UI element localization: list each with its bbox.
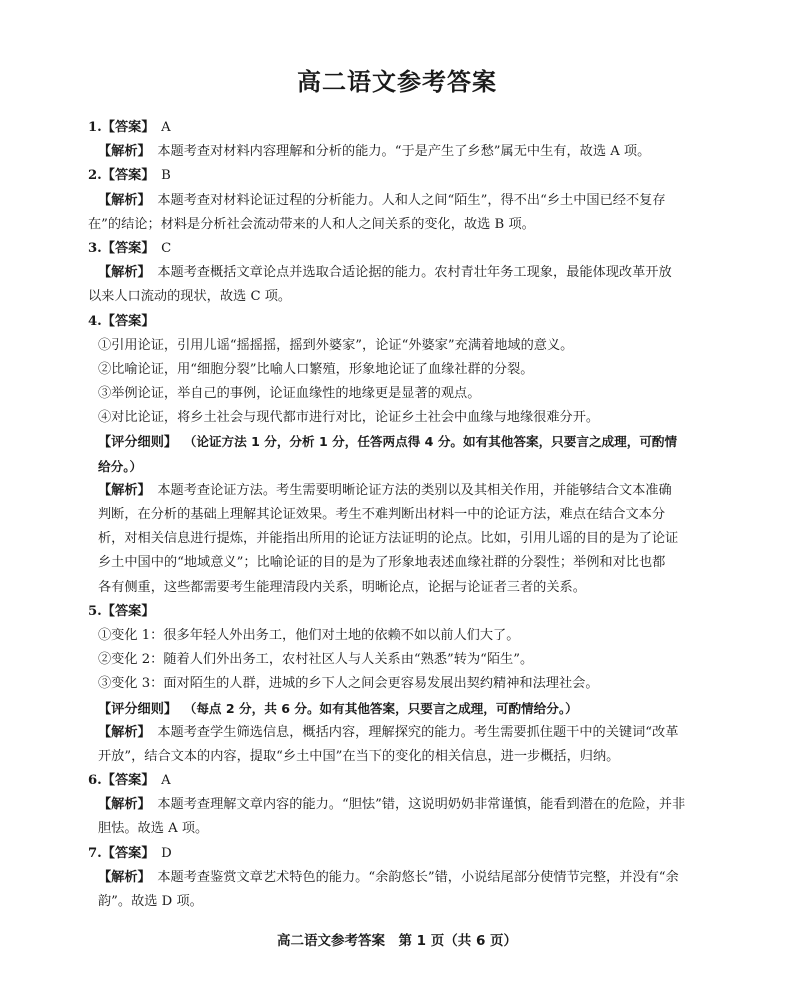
text-line	[88, 382, 714, 406]
answer-text: 本题考查理解文章内容的能力。“胆怯”错，这说明奶奶非常谨慎，能看到潜在的危险，并非	[157, 797, 686, 813]
answer-text: C	[161, 240, 172, 256]
answer-text: 本题考查对材料内容理解和分析的能力。“于是产生了乡愁”属无中生有，故选 A 项。	[157, 144, 651, 160]
text-line	[88, 116, 714, 140]
answer-text: （论证方法 1 分，分析 1 分，任答两点得 4 分。如有其他答案，只要言之成理，可酌情	[183, 434, 678, 450]
answer-text: 各有侧重，这些都需要考生能理清段内关系，明晰论点，论据与论证者三者的关系。	[98, 579, 586, 595]
text-line	[88, 672, 714, 696]
text-line	[88, 406, 714, 430]
answer-text: 本题考查论证方法。考生需要明晰论证方法的类别以及其相关作用，并能够结合文本准确	[157, 482, 672, 498]
answer-text: 本题考查学生筛选信息，概括内容，理解探究的能力。考生需要抓住题干中的关键词“改革	[157, 724, 679, 740]
page-title: 高二语文参考答案	[297, 67, 497, 96]
text-line	[88, 479, 714, 503]
text-line	[88, 285, 714, 309]
answer-text: 韵”。故选 D 项。	[98, 894, 203, 909]
text-line	[88, 745, 714, 769]
answer-text: ①变化 1：很多年轻人外出务工，他们对土地的依赖不如以前人们大了。	[98, 627, 520, 643]
text-line	[88, 213, 714, 237]
answer-text: ④对比论证，将乡土社会与现代都市进行对比，论证乡土社会中血缘与地缘很难分开。	[98, 410, 600, 426]
answer-text: 以来人口流动的现状，故选 C 项。	[88, 289, 292, 305]
text-line	[88, 237, 714, 261]
text-line	[88, 866, 714, 890]
text-line	[88, 358, 714, 382]
text-line	[88, 600, 714, 624]
answer-content	[88, 116, 714, 914]
text-line	[88, 769, 714, 793]
text-line	[88, 164, 714, 188]
answer-text: A	[161, 120, 171, 135]
text-line	[88, 697, 714, 721]
text-line	[88, 261, 714, 285]
answer-label: 【评分细则】	[98, 435, 178, 451]
answer-text: 胆怯。故选 A 项。	[98, 821, 209, 837]
text-line	[88, 189, 714, 213]
text-line	[88, 140, 714, 164]
answer-text: A	[161, 773, 171, 789]
answer-label: 【解析】	[98, 869, 151, 885]
answer-label: 【解析】	[98, 797, 151, 813]
answer-text: 在”的结论；材料是分析社会流动带来的人和人之间关系的变化，故选 B 项。	[88, 216, 535, 232]
answer-label: 2.【答案】	[88, 168, 155, 184]
answer-label: 【解析】	[98, 144, 151, 160]
text-line	[88, 334, 714, 358]
answer-label: 3.【答案】	[88, 240, 155, 256]
answer-label: 【解析】	[98, 192, 151, 208]
text-line	[88, 890, 714, 914]
text-line	[88, 576, 714, 600]
answer-text: 本题考查对材料论证过程的分析能力。人和人之间“陌生”，得不出“乡土中国已经不复存	[157, 192, 666, 208]
answer-text: ②变化 2：随着人们外出务工，农村社区人与人关系由“熟悉”转为“陌生”。	[98, 652, 534, 668]
answer-label: 5.【答案】	[88, 603, 155, 619]
answer-text: 本题考查概括文章论点并选取合适论据的能力。农村青壮年务工现象，最能体现改革开放	[157, 265, 672, 281]
text-line	[88, 310, 714, 334]
answer-text: （每点 2 分，共 6 分。如有其他答案，只要言之成理，可酌情给分。）	[183, 700, 578, 716]
answer-label: 6.【答案】	[88, 773, 155, 789]
answer-text: 本题考查鉴赏文章艺术特色的能力。“余韵悠长”错，小说结尾部分使情节完整，并没有“余	[157, 869, 679, 885]
text-line	[88, 842, 714, 866]
answer-text: D	[161, 845, 172, 861]
answer-label: 1.【答案】	[88, 120, 155, 135]
text-line	[88, 430, 714, 454]
text-line	[88, 624, 714, 648]
answer-text: ③举例论证，举自己的事例，论证血缘性的地缘更是显著的观点。	[98, 386, 481, 402]
text-line	[88, 721, 714, 745]
answer-text: 乡土中国中的“地域意义”；比喻论证的目的是为了形象地表述血缘社群的分裂性；举例和对比也都	[98, 555, 666, 571]
answer-label: 7.【答案】	[88, 845, 155, 861]
answer-text: 给分。）	[98, 458, 143, 474]
text-line	[88, 527, 714, 551]
text-line	[88, 793, 714, 817]
answer-text: 判断，在分析的基础上理解其论证效果。考生不难判断出材料一中的论证方法，难点在结合文本分	[98, 507, 666, 522]
answer-text: ①引用论证，引用儿谣“摇摇摇，摇到外婆家”，论证“外婆家”充满着地域的意义。	[98, 337, 574, 353]
answer-label: 4.【答案】	[88, 313, 155, 329]
answer-text: B	[161, 168, 171, 184]
answer-label: 【解析】	[98, 265, 151, 281]
answer-text: 析，对相关信息进行提炼，并能指出所用的论证方法证明的论点。比如，引用儿谣的目的是为了论证	[98, 531, 679, 547]
page-footer: 高二语文参考答案 第 1 页（共 6 页）	[276, 933, 518, 949]
answer-label: 【评分细则】	[98, 701, 178, 717]
text-line	[88, 817, 714, 841]
answer-text: 开放”，结合文本的内容，提取“乡土中国”在当下的变化的相关信息，进一步概括，归纳。	[98, 748, 620, 764]
text-line	[88, 455, 714, 479]
text-line	[88, 648, 714, 672]
text-line	[88, 503, 714, 527]
answer-label: 【解析】	[98, 482, 151, 498]
answer-label: 【解析】	[98, 724, 151, 740]
text-line	[88, 551, 714, 575]
answer-text: ③变化 3：面对陌生的人群，进城的乡下人之间会更容易发展出契约精神和法理社会。	[98, 676, 599, 692]
answer-text: ②比喻论证，用“细胞分裂”比喻人口繁殖，形象地论证了血缘社群的分裂。	[98, 361, 534, 377]
